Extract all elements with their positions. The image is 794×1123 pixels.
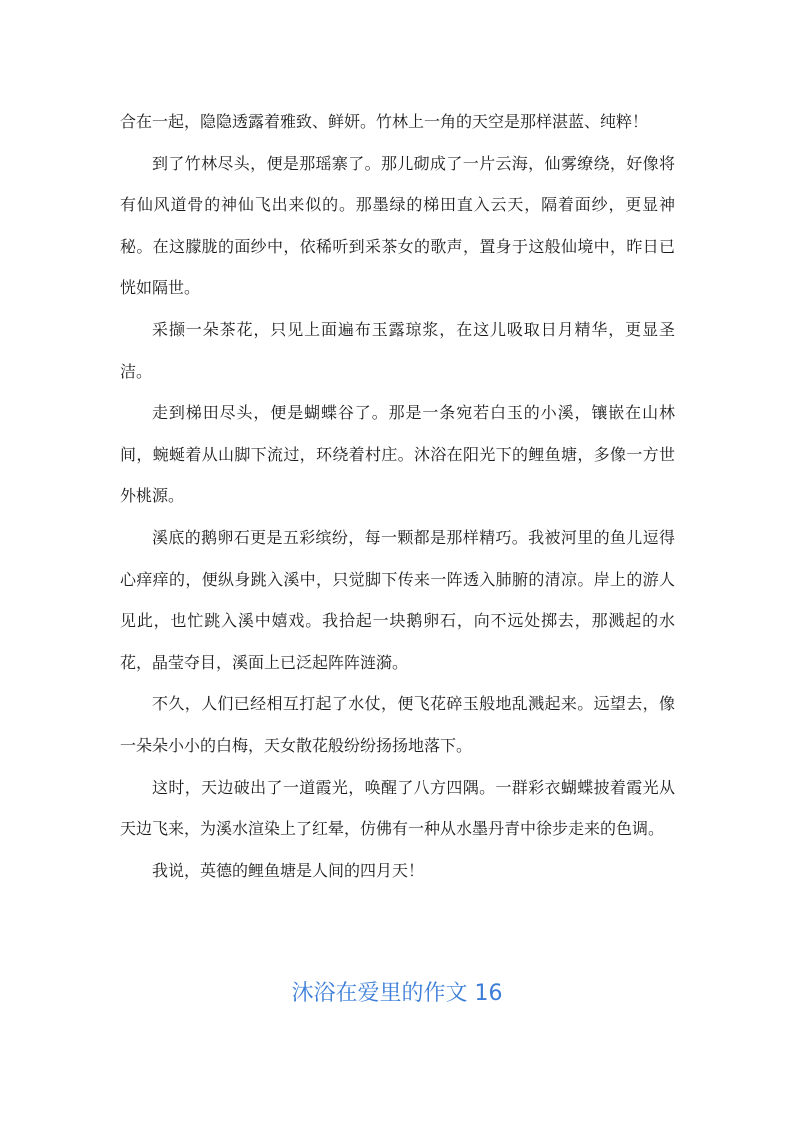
- paragraph: 到了竹林尽头，便是那瑶寨了。那儿砌成了一片云海，仙雾缭绕，好像将有仙风道骨的神仙飞出来似的。那墨绿的梯田直入云天，隔着面纱，更显神秘。在这朦胧的面纱中，依稀听到采茶女的歌声，置身于这般仙境中，昨日已恍如隔世。: [120, 153, 675, 298]
- paragraph: 这时，天边破出了一道霞光，唤醒了八方四隅。一群彩衣蝴蝶披着霞光从天边飞来，为溪水渲染上了红晕，仿佛有一种从水墨丹青中徐步走来的色调。: [120, 777, 675, 839]
- paragraph: 走到梯田尽头，便是蝴蝶谷了。那是一条宛若白玉的小溪，镶嵌在山林间，蜿蜒着从山脚下流过，环绕着村庄。沐浴在阳光下的鲤鱼塘，多像一方世外桃源。: [120, 403, 675, 506]
- paragraph-continuation: 合在一起，隐隐透露着雅致、鲜妍。竹林上一角的天空是那样湛蓝、纯粹！: [120, 112, 649, 131]
- paragraph: 不久，人们已经相互打起了水仗，便飞花碎玉般地乱溅起来。远望去，像一朵朵小小的白梅，天女散花般纷纷扬扬地落下。: [120, 694, 675, 755]
- document-body: [120, 101, 675, 891]
- section-heading: 沐浴在爱里的作文 16: [291, 981, 503, 1006]
- paragraph: 采撷一朵茶花，只见上面遍布玉露琼浆，在这儿吸取日月精华，更显圣洁。: [120, 319, 675, 381]
- paragraph: 溪底的鹅卵石更是五彩缤纷，每一颗都是那样精巧。我被河里的鱼儿逗得心痒痒的，便纵身跳入溪中，只觉脚下传来一阵透入肺腑的清凉。岸上的游人见此，也忙跳入溪中嬉戏。我拾起一块鹅卵石，向不远处掷去，那溅起的水花，晶莹夺目，溪面上已泛起阵阵涟漪。: [120, 527, 675, 672]
- paragraph: 我说，英德的鲤鱼塘是人间的四月天！: [152, 860, 425, 880]
